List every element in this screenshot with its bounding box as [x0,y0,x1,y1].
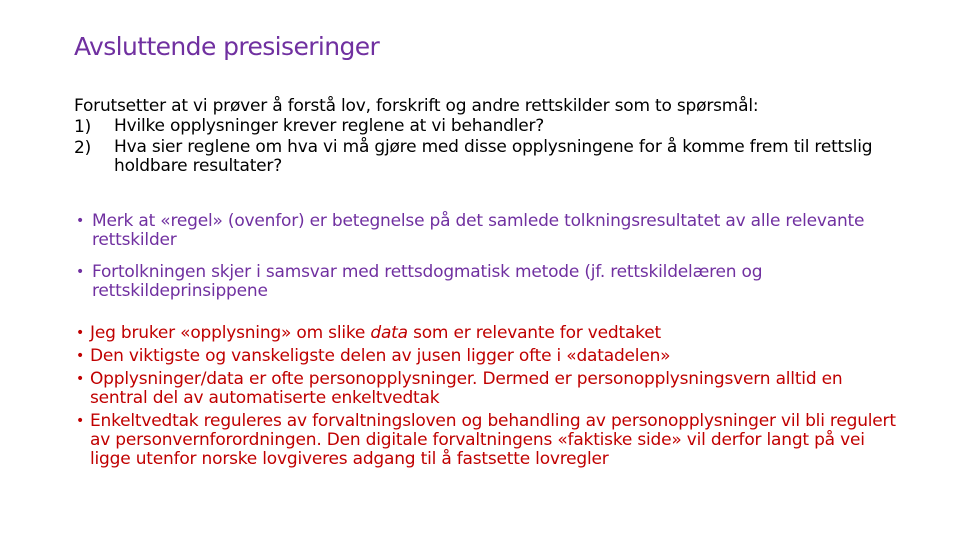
bullet-icon: • [76,371,85,387]
item-text: Hva sier reglene om hva vi må gjøre med disse opplysningene for å komme frem til rettslig holdbare resultater? [114,137,873,176]
numbered-item [74,138,894,176]
intro-lead: Forutsetter at vi prøver å forstå lov, forskrift og andre rettskilder som to spørsmål: [74,96,759,116]
slide-title: Avsluttende presiseringer [74,32,380,61]
note-text: Den viktigste og vanskeligste delen av jusen ligger ofte i «datadelen» [90,346,671,366]
numbered-item [74,117,894,138]
note-text: Fortolkningen skjer i samsvar med rettsdogmatisk metode (jf. rettskildelæren og rettskildeprinsippene [92,262,763,301]
list-item [74,212,874,250]
note-text: Enkeltvedtak reguleres av forvaltningsloven og behandling av personopplysninger vil bli regulert av personvernforordningen. Den digitale forvaltningens «faktiske side» vil derfor langt på vei ligge utenfor norske lovgiveres adgang til å fastsette lovregler [90,411,896,469]
list-item [74,324,904,343]
note-text: Opplysninger/data er ofte personopplysninger. Dermed er personopplysningsvern alltid en sentral del av automatiserte enkeltvedtak [90,369,843,408]
red-notes-list [74,324,904,473]
bullet-icon: • [76,325,85,341]
bullet-icon: • [76,348,85,364]
note-text-after: som er relevante for vedtaket [407,323,661,343]
item-number: 1) [74,117,92,137]
list-item [74,412,904,469]
bullet-icon: • [76,413,85,429]
item-text: Hvilke opplysninger krever reglene at vi behandler? [114,116,545,136]
note-text-before: Jeg bruker «opplysning» om slike [90,323,371,343]
bullet-icon: • [76,213,85,229]
purple-notes-list [74,212,874,314]
list-item [74,370,904,408]
intro-section [74,96,894,176]
note-text-emphasis: data [370,323,408,343]
list-item [74,347,904,366]
list-item [74,263,874,301]
note-text: Merk at «regel» (ovenfor) er betegnelse på det samlede tolkningsresultatet av alle relevante rettskilder [92,211,865,250]
note-text [90,324,904,343]
item-number: 2) [74,138,92,158]
bullet-icon: • [76,264,85,280]
